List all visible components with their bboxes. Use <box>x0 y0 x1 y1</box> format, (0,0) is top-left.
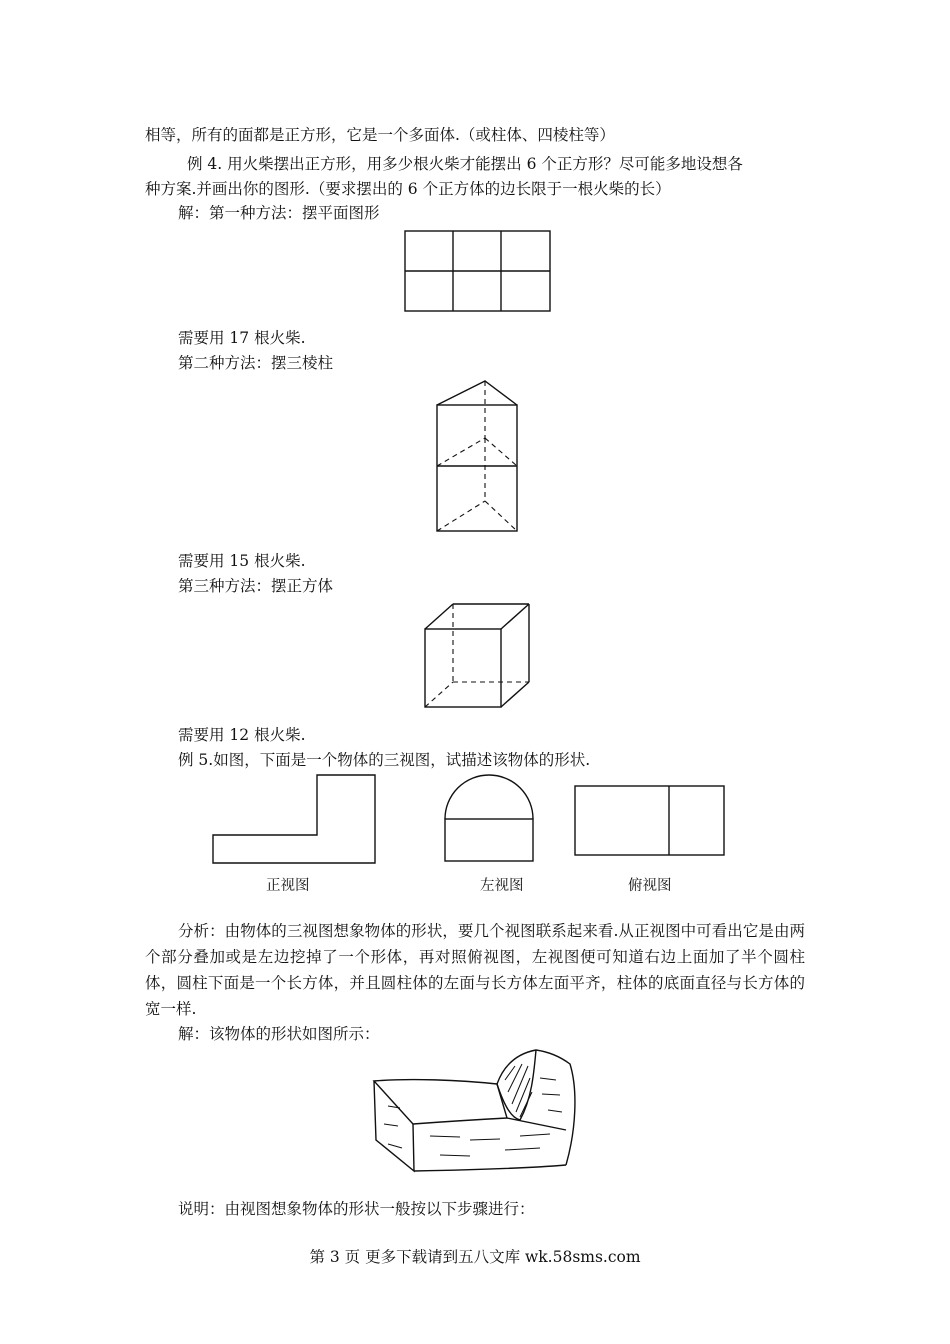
need-matches-12: 需要用 12 根火柴. <box>178 726 306 744</box>
sketch-block-top <box>374 1080 507 1124</box>
solution-5-line: 解：该物体的形状如图所示： <box>178 1025 380 1043</box>
top-view-caption: 俯视图 <box>628 878 672 894</box>
example-4-line-2: 种方案.并画出你的图形.（要求摆出的 6 个正方体的边长限于一根火柴的长） <box>145 180 671 198</box>
sketch-block-front <box>374 1081 414 1171</box>
analysis-paragraph: 分析：由物体的三视图想象物体的形状，要几个视图联系起来看.从正视图中可看出它是由两个部分叠加或是左边挖掉了一个形体，再对照俯视图，左视图便可知道右边上面加了半个圆柱体，圆柱下面是一个长方体，并且圆柱体的左面与长方体左面平齐，柱体的底面直径与长方体的宽一样. <box>145 922 805 1018</box>
sketch-ground-edge <box>507 1118 566 1130</box>
sketch-face-hatching <box>505 1064 532 1117</box>
need-matches-17: 需要用 17 根火柴. <box>178 329 306 347</box>
need-matches-15: 需要用 15 根火柴. <box>178 552 306 570</box>
method-3-title: 第三种方法：摆正方体 <box>178 577 334 595</box>
note-line: 说明：由视图想象物体的形状一般按以下步骤进行： <box>178 1200 535 1218</box>
front-view-caption: 正视图 <box>266 878 310 894</box>
solution-method-1: 解：第一种方法：摆平面图形 <box>178 204 380 222</box>
page-footer: 第 3 页 更多下载请到五八文库 wk.58sms.com <box>309 1248 641 1266</box>
example-4-line-1: 例 4. 用火柴摆出正方形，用多少根火柴才能摆出 6 个正方形？尽可能多地设想各 <box>187 155 743 173</box>
example-5-line: 例 5.如图，下面是一个物体的三视图，试描述该物体的形状. <box>178 751 591 769</box>
sketch-block-base <box>414 1165 566 1171</box>
text-line-1: 相等，所有的面都是正方形，它是一个多面体.（或柱体、四棱柱等） <box>145 126 615 144</box>
method-2-title: 第二种方法：摆三棱柱 <box>178 354 334 372</box>
sketch-texture-lines <box>384 1078 562 1156</box>
left-view-caption: 左视图 <box>480 878 524 894</box>
